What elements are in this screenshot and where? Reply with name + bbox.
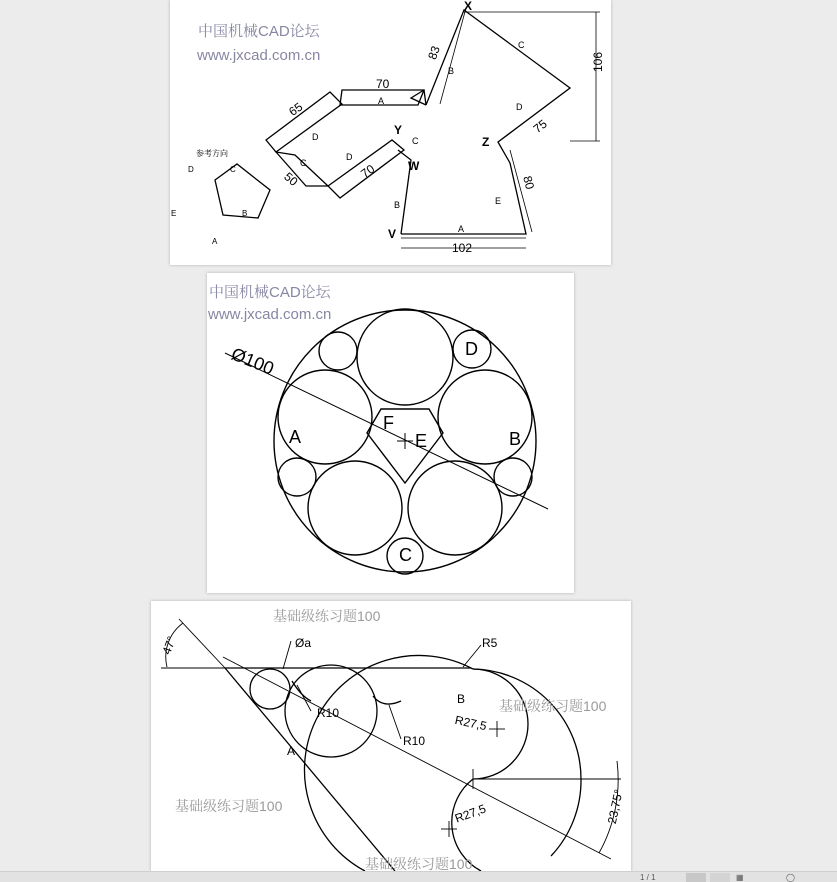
- ref-direction-title: 参考方向: [196, 149, 228, 158]
- edge-e-bottom: E: [495, 196, 502, 206]
- drawing-3: [151, 601, 631, 871]
- edge-a-bottom: A: [458, 224, 465, 234]
- read-mode-icon[interactable]: ▦: [736, 873, 744, 882]
- edge-c-top: C: [518, 40, 525, 50]
- label-c: C: [399, 545, 412, 565]
- label-a: A: [289, 427, 302, 447]
- edge-b-top: B: [448, 66, 455, 76]
- point-y: Y: [394, 123, 403, 137]
- watermark-practice-right: 基础级练习题100: [499, 698, 607, 714]
- label-f: F: [383, 413, 394, 433]
- dim-83: 83: [425, 44, 443, 62]
- watermark-url: www.jxcad.com.cn: [197, 47, 321, 64]
- edge-d-left: D: [312, 132, 319, 142]
- edge-c-y: C: [412, 136, 419, 146]
- watermark-practice-bottom: 基础级练习题100: [365, 856, 473, 871]
- dim-dia-100: Ø100: [228, 343, 277, 379]
- ref-letter-b: B: [242, 209, 248, 218]
- dim-70-top: 70: [376, 77, 390, 91]
- page-indicator: 1 / 1: [640, 873, 656, 882]
- edge-a-top: A: [378, 96, 385, 106]
- watermark-url-2: www.jxcad.com.cn: [208, 306, 332, 323]
- dim-106: 106: [591, 51, 605, 72]
- dim-r10-left: R10: [317, 706, 340, 720]
- ref-letter-e: E: [171, 209, 177, 218]
- label-e: E: [415, 431, 428, 451]
- watermark-title: 中国机械CAD论坛: [198, 23, 320, 40]
- edge-b-bottom: B: [394, 200, 401, 210]
- watermark-practice-top: 基础级练习题100: [273, 608, 381, 624]
- angle-23-75: 23,75°: [604, 788, 626, 826]
- dim-80: 80: [520, 174, 538, 191]
- point-w: W: [408, 159, 420, 173]
- drawing-2: [207, 273, 574, 593]
- dim-r10-right: R10: [403, 734, 426, 748]
- watermark-practice-left: 基础级练习题100: [175, 798, 283, 814]
- point-b: B: [457, 692, 466, 706]
- edge-c-left: C: [300, 158, 307, 168]
- dim-102: 102: [452, 241, 473, 255]
- edge-d-mid: D: [346, 152, 353, 162]
- ref-letter-c: C: [230, 165, 236, 174]
- ref-letter-a: A: [212, 237, 218, 246]
- zoom-icon[interactable]: ◯: [786, 873, 795, 882]
- label-b: B: [509, 429, 522, 449]
- dim-70-mid: 70: [358, 161, 378, 181]
- point-x: X: [464, 0, 473, 13]
- ref-letter-d: D: [188, 165, 194, 174]
- point-a: A: [287, 744, 296, 758]
- dim-r275-bottom: R27,5: [452, 801, 488, 826]
- dim-50: 50: [281, 169, 301, 189]
- point-z: Z: [482, 135, 490, 149]
- dim-r5: R5: [482, 636, 498, 650]
- drawing-3-svg: [151, 601, 631, 871]
- angle-47: 47°: [159, 634, 179, 657]
- edge-d-right: D: [516, 102, 523, 112]
- watermark-title-2: 中国机械CAD论坛: [209, 284, 331, 301]
- label-d: D: [465, 339, 478, 359]
- dim-r275-top: R27,5: [453, 712, 488, 734]
- drawing-1-svg: [170, 0, 611, 265]
- drawing-2-svg: [207, 273, 574, 593]
- point-v: V: [388, 227, 397, 241]
- drawing-1: [170, 0, 611, 265]
- dim-75: 75: [530, 116, 550, 137]
- status-bar: [0, 871, 837, 882]
- dim-65: 65: [286, 99, 306, 119]
- dim-phi-a: Øa: [295, 636, 312, 650]
